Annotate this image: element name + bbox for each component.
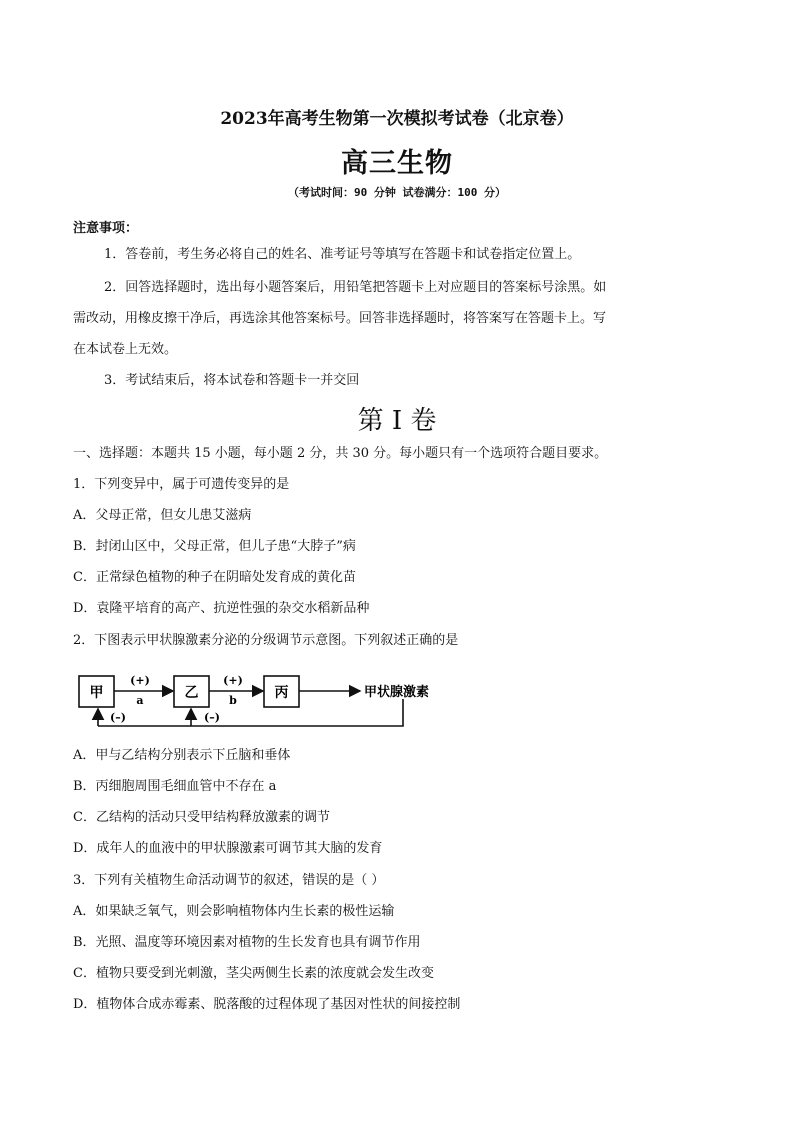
subject-title: 高三生物 xyxy=(341,148,453,179)
notice-item-2: 2．回答选择题时，选出每小题答案后，用铅笔把答题卡上对应题目的答案标号涂黑。如 xyxy=(104,280,607,295)
box-yi-label: 乙 xyxy=(184,685,199,701)
exam-info: （考试时间：90 分钟 试卷满分：100 分） xyxy=(288,186,506,199)
feedback-line xyxy=(98,699,403,726)
question-2-option-a: A．甲与乙结构分别表示下丘脑和垂体 xyxy=(73,748,291,763)
thyroid-regulation-diagram xyxy=(78,668,438,732)
notice-heading: 注意事项： xyxy=(73,221,139,236)
arrow-jia-yi-label: a xyxy=(136,694,144,707)
feedback-sign-yi: (–) xyxy=(204,711,220,724)
question-1-option-b: B．封闭山区中，父母正常，但儿子患“大脖子”病 xyxy=(73,539,356,554)
question-1-option-d: D．袁隆平培育的高产、抗逆性强的杂交水稻新品种 xyxy=(73,601,370,616)
feedback-sign-jia: (–) xyxy=(110,711,126,724)
arrow-jia-yi-sign: (+) xyxy=(130,674,150,687)
exam-title: 2023年高考生物第一次模拟考试卷（北京卷） xyxy=(220,109,574,129)
arrow-yi-bing-label: b xyxy=(229,694,237,707)
question-1-option-a: A．父母正常，但女儿患艾滋病 xyxy=(73,508,252,523)
question-2-option-d: D．成年人的血液中的甲状腺激素可调节其大脑的发育 xyxy=(73,841,383,856)
notice-item-2-cont: 在本试卷上无效。 xyxy=(73,342,178,357)
question-2-stem: 2．下图表示甲状腺激素分泌的分级调节示意图。下列叙述正确的是 xyxy=(73,633,459,648)
question-1-option-c: C．正常绿色植物的种子在阴暗处发育成的黄化苗 xyxy=(73,570,356,585)
question-2-option-b: B．丙细胞周围毛细血管中不存在 a xyxy=(73,779,277,794)
question-3-option-d: D．植物体合成赤霉素、脱落酸的过程体现了基因对性状的间接控制 xyxy=(73,997,461,1012)
notice-item-2-cont: 需改动，用橡皮擦干净后，再选涂其他答案标号。回答非选择题时，将答案写在答题卡上。写 xyxy=(73,311,607,326)
question-3-option-a: A．如果缺乏氧气，则会影响植物体内生长素的极性运输 xyxy=(73,904,395,919)
box-jia-label: 甲 xyxy=(89,685,104,701)
question-3-option-c: C．植物只要受到光刺激，茎尖两侧生长素的浓度就会发生改变 xyxy=(73,966,434,981)
notice-item-1: 1．答卷前，考生务必将自己的姓名、准考证号等填写在答题卡和试卷指定位置上。 xyxy=(104,247,581,262)
arrow-yi-bing-sign: (+) xyxy=(223,674,243,687)
question-3-stem: 3．下列有关植物生命活动调节的叙述，错误的是（ ） xyxy=(73,873,385,888)
section-instructions: 一、选择题：本题共 15 小题，每小题 2 分，共 30 分。每小题只有一个选项符合题目要求。 xyxy=(73,446,608,461)
question-2-option-c: C．乙结构的活动只受甲结构释放激素的调节 xyxy=(73,810,330,825)
notice-item-3: 3．考试结束后，将本试卷和答题卡一并交回 xyxy=(104,373,360,388)
box-bing-label: 丙 xyxy=(274,685,289,701)
question-1-stem: 1．下列变异中，属于可遗传变异的是 xyxy=(73,477,290,492)
question-3-option-b: B．光照、温度等环境因素对植物的生长发育也具有调节作用 xyxy=(73,935,421,950)
output-label: 甲状腺激素 xyxy=(364,685,430,700)
section-title: 第 I 卷 xyxy=(357,406,437,436)
